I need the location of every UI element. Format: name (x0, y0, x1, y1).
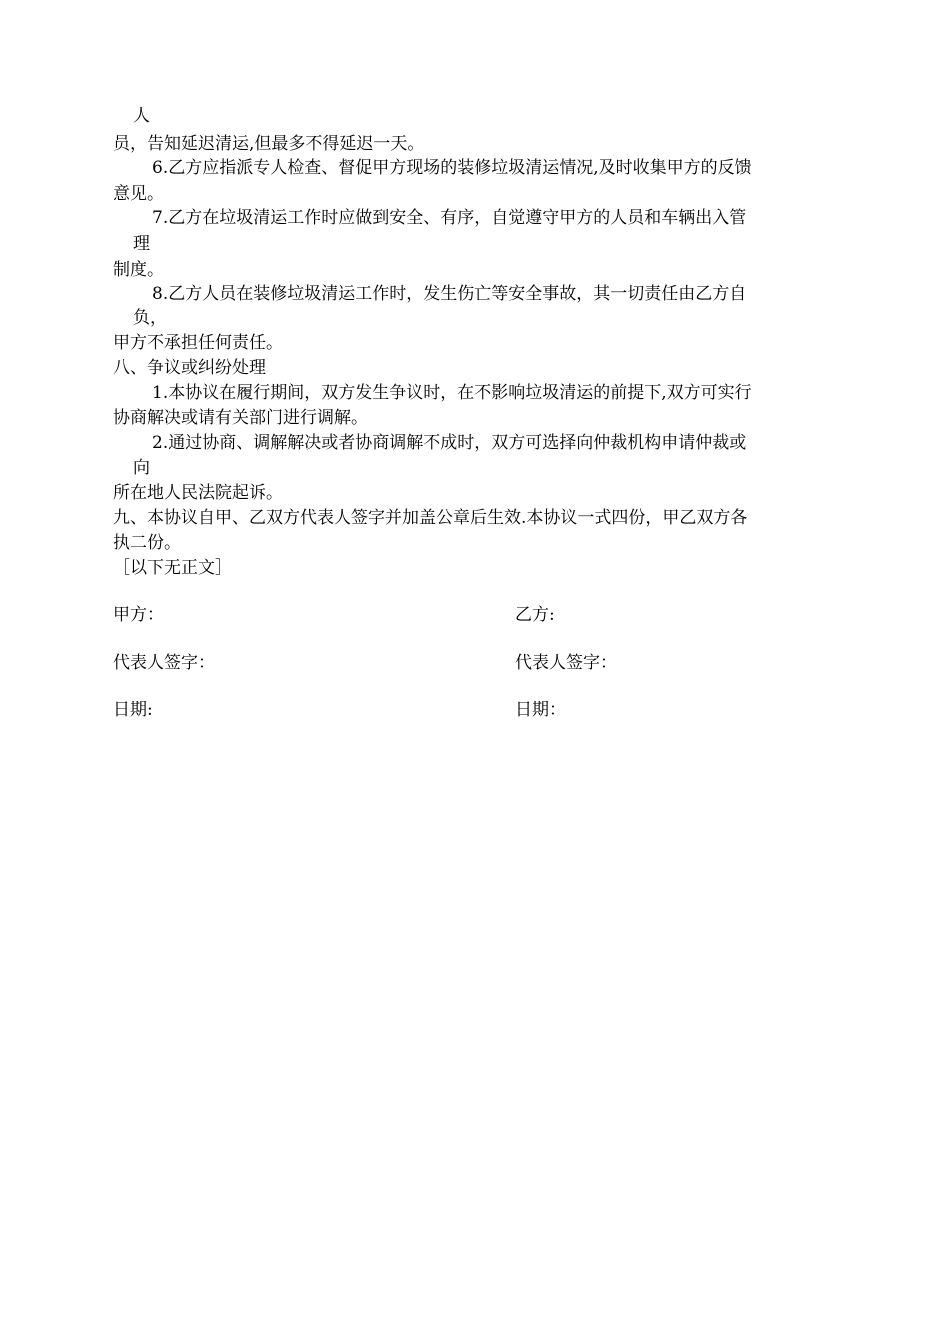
party-a-representative-label: 代表人签字： (113, 653, 215, 673)
clause-8-line: 8.乙方人员在装修垃圾清运工作时，发生伤亡等安全事故，其一切责任由乙方自 (152, 284, 747, 304)
text-line: 所在地人民法院起诉。 (113, 483, 283, 503)
section-heading: 八、争议或纠纷处理 (113, 358, 266, 378)
clause-6-line: 6.乙方应指派专人检查、督促甲方现场的装修垃圾清运情况,及时收集甲方的反馈 (152, 158, 752, 178)
text-line: 甲方不承担任何责任。 (113, 333, 283, 353)
party-b-label: 乙方: (515, 605, 555, 625)
party-b-date-label: 日期： (515, 700, 566, 720)
text-line: 协商解决或请有关部门进行调解。 (113, 408, 368, 428)
end-of-text-note: ［以下无正文］ (113, 558, 232, 578)
section-heading: 九、本协议自甲、乙双方代表人签字并加盖公章后生效.本协议一式四份，甲乙双方各 (113, 508, 748, 528)
party-a-date-label: 日期: (113, 700, 153, 720)
text-line: 员，告知延迟清运,但最多不得延迟一天。 (113, 134, 425, 154)
text-line: 意见。 (113, 184, 164, 204)
clause-1-line: 1.本协议在履行期间，双方发生争议时，在不影响垃圾清运的前提下,双方可实行 (152, 383, 752, 403)
clause-2-line: 2.通过协商、调解解决或者协商调解不成时，双方可选择向仲裁机构申请仲裁或 (152, 433, 747, 453)
text-line: 负， (133, 308, 167, 328)
clause-7-line: 7.乙方在垃圾清运工作时应做到安全、有序，自觉遵守甲方的人员和车辆出入管 (152, 208, 747, 228)
text-line: 执二份。 (113, 533, 181, 553)
party-b-representative-label: 代表人签字： (515, 653, 617, 673)
party-a-label: 甲方： (113, 605, 164, 625)
text-line: 人 (133, 106, 150, 126)
text-line: 理 (133, 234, 150, 254)
text-line: 制度。 (113, 260, 164, 280)
text-line: 向 (133, 458, 150, 478)
